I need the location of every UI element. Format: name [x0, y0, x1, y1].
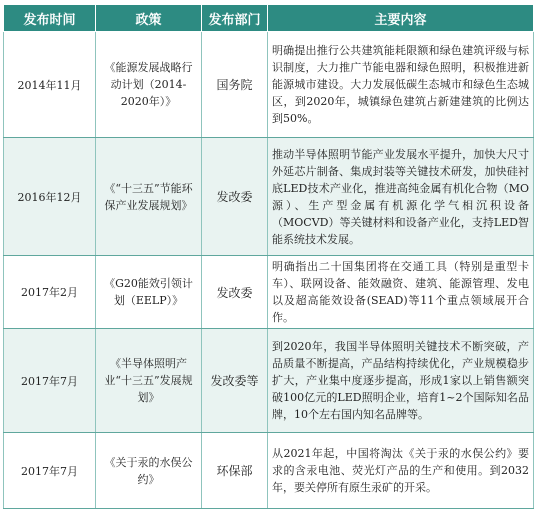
- row-department: 发改委: [202, 138, 268, 256]
- row-policy: 《“十三五”节能环保产业发展规划》: [96, 138, 202, 256]
- row-policy: 《G20能效引领计划（EELP）》: [96, 256, 202, 329]
- row-department: 国务院: [202, 32, 268, 138]
- table-row: [4, 329, 534, 433]
- row-content: 明确指出二十国集团将在交通工具（特别是重型卡车）、联网设备、能效融资、建筑、能源管理、发电以及超高能效设备(SEAD)等11个重点领域展开合作。: [268, 256, 534, 329]
- row-department: 环保部: [202, 433, 268, 509]
- row-department: 发改委: [202, 256, 268, 329]
- row-content: 推动半导体照明节能产业发展水平提升，加快大尺寸外延芯片制备、集成封装等关键技术研发，加快硅衬底LED技术产业化，推进高纯金属有机化合物（MO源）、生产型金属有机源化学气相沉积设备（MOCVD）等关键材料和设备产业化，支持LED智能系统技术发展。: [268, 138, 534, 256]
- row-content: 明确提出推行公共建筑能耗限额和绿色建筑评级与标识制度，大力推广节能电器和绿色照明，积极推进新能源城市建设。大力发展低碳生态城市和绿色生态城区，到2020年，城镇绿色建筑占新建建筑的比例达到50%。: [268, 32, 534, 138]
- row-policy: 《关于汞的水俣公约》: [96, 433, 202, 509]
- policy-table: [3, 4, 534, 509]
- header-policy: 政策: [96, 5, 202, 32]
- header-department: 发布部门: [202, 5, 268, 32]
- table-row: [4, 256, 534, 329]
- row-date: 2017年7月: [4, 329, 96, 433]
- row-policy: 《半导体照明产业“十三五”发展规划》: [96, 329, 202, 433]
- row-policy: 《能源发展战略行动计划（2014-2020年）》: [96, 32, 202, 138]
- row-date: 2014年11月: [4, 32, 96, 138]
- row-content: 到2020年，我国半导体照明关键技术不断突破，产品质量不断提高，产品结构持续优化，产业规模稳步扩大，产业集中度逐步提高，形成1家以上销售额突破100亿元的LED照明企业，培育1~2个国际知名品牌，10个左右国内知名品牌等。: [268, 329, 534, 433]
- row-department: 发改委等: [202, 329, 268, 433]
- table-row: [4, 32, 534, 138]
- row-date: 2017年2月: [4, 256, 96, 329]
- table-row: [4, 433, 534, 509]
- row-date: 2016年12月: [4, 138, 96, 256]
- header-date: 发布时间: [4, 5, 96, 32]
- row-content: 从2021年起，中国将淘汰《关于汞的水俣公约》要求的含汞电池、荧光灯产品的生产和使用。到2032年，要关停所有原生汞矿的开采。: [268, 433, 534, 509]
- table-row: [4, 138, 534, 256]
- row-date: 2017年7月: [4, 433, 96, 509]
- header-row: [4, 5, 534, 32]
- header-content: 主要内容: [268, 5, 534, 32]
